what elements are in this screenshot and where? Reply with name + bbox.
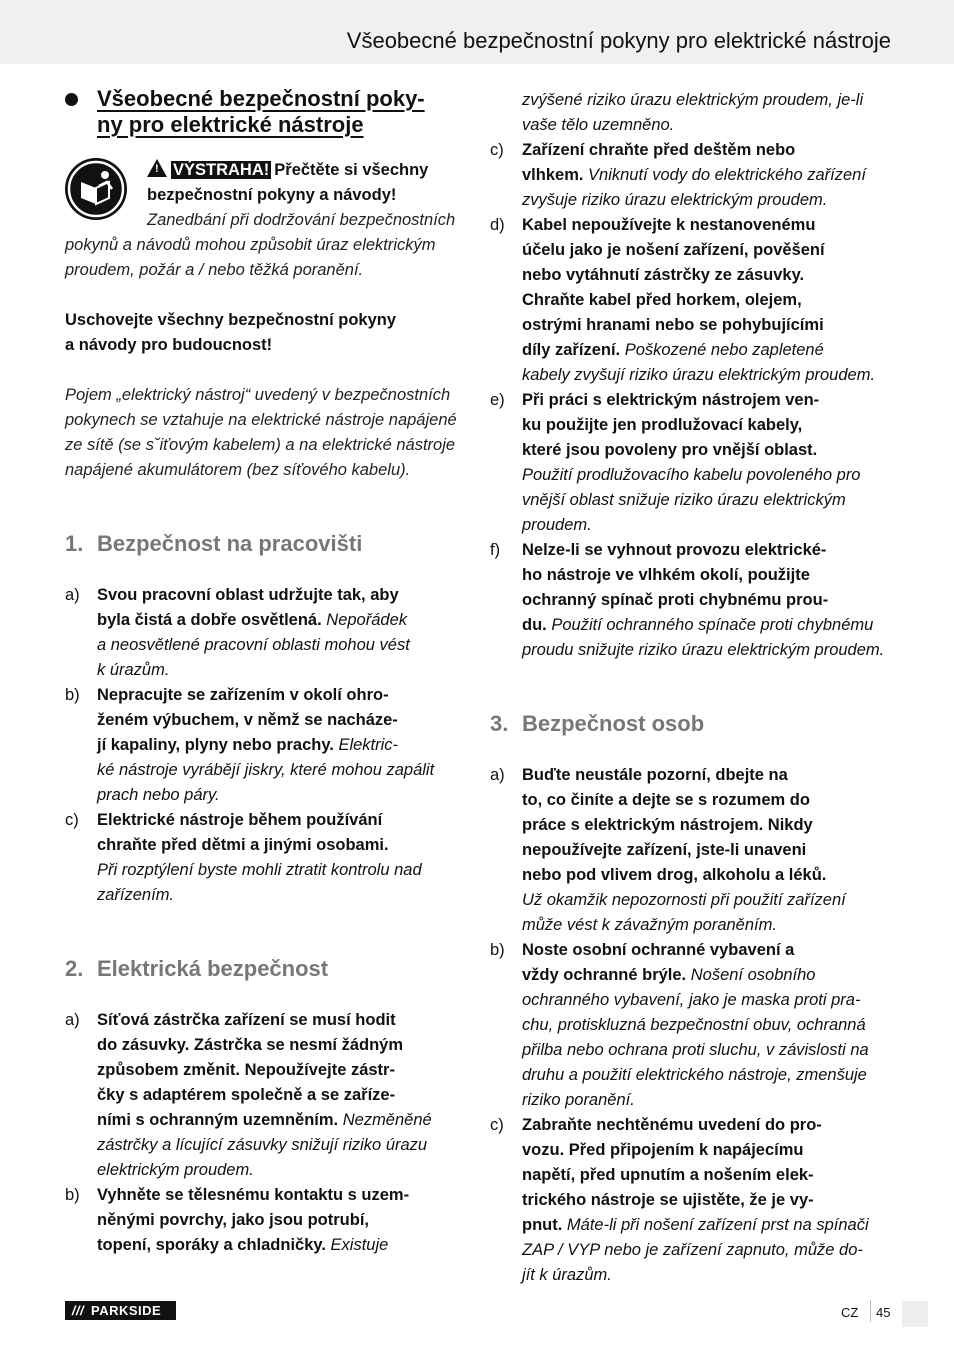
section1-item-b: b) Nepracujte se zařízením v okolí ohro- ženém výbuchem, v němž se nacháze- jí kapaliny, plyny nebo prachy. Elektric- ké nástroje vyrábějí jiskry, které mohou zapálit prach nebo páry. [65,686,435,804]
section2-item-b: b) Vyhněte se tělesnému kontaktu s uzem- něnými povrchy, jako jsou potrubí, topení, sporáky a chladničky. Existuje [65,1186,410,1254]
warning-badge: VÝSTRAHA! [173,161,270,179]
definition-text: Pojem „elektrický nástroj“ uvedený v bezpečnostních pokynech se vztahuje na elektrické nástroje napájené ze sítě (se s˘iťovým kabelem) a na elektrické nástroje napájené akumulátorem (bez síťového kabelu). [65,386,457,479]
footer-tab-marker [902,1301,928,1327]
left-column [65,84,465,1258]
section2-item-f: f) Nelze-li se vyhnout provozu elektrické- ho nástroje ve vlhkém okolí, použijte ochranný spínač proti chybnému prou- du. Použití ochranného spínače proti chybnému proudu snižujte riziko úrazu elektrickým proudem. [490,541,885,659]
main-heading-line2: ny pro elektrické nástroje [97,112,364,137]
page-header [0,0,954,64]
section3-heading: 3. Bezpečnost osob [490,711,705,736]
warning-italic-2: pokynů a návodů mohou způsobit úraz elektrickým [65,236,436,254]
section2-item-b-continued: zvýšené riziko úrazu elektrickým proudem, je-li vaše tělo uzemněno. [522,91,864,134]
section2-item-e: e) Při práci s elektrickým nástrojem ven- ku použijte jen prodlužovací kabely, které jsou povoleny pro vnější oblast. Použití prodlužovacího kabelu povoleného pro vnější oblast snižuje riziko úrazu elektrickým proudem. [490,391,861,534]
read-manual-icon [65,158,127,220]
warning-triangle-icon: ! [147,159,167,177]
warning-block [65,158,465,283]
section1-item-a: a) Svou pracovní oblast udržujte tak, aby byla čistá a dobře osvětlená. Nepořádek a neosvětlené pracovní oblasti mohou vést k úrazům. [65,586,410,679]
section2-item-d: d) Kabel nepoužívejte k nestanovenému účelu jako je nošení zařízení, pověšení nebo vytáhnutí zástrčky ze zásuvky. Chraňte kabel před horkem, olejem, ostrými hranami nebo se pohybujícími díly zařízení. Poškozené nebo zapletené kabely zvyšují riziko úrazu elektrickým proudem. [490,216,876,384]
parkside-logo: /// PARKSIDE [65,1301,176,1320]
section1-item-c: c) Elektrické nástroje během používání chraňte před dětmi a jinými osobami. Při rozptýlení byste mohli ztratit kontrolu nad zařízením. [65,811,422,904]
footer-language: CZ [841,1305,859,1320]
section3-item-a: a) Buďte neustále pozorní, dbejte na to, co činíte a dejte se s rozumem do práce s elektrickým nástrojem. Nikdy nepoužívejte zařízení, jste-li unaveni nebo pod vlivem drog, alkoholu a léků. Už okamžik nepozornosti při použití zařízení může vést k závažným poraněním. [490,766,846,934]
page-number: 45 [876,1305,891,1320]
section3-item-b: b) Noste osobní ochranné vybavení a vždy ochranné brýle. Nošení osobního ochranného vybavení, jako je maska proti pra- chu, protiskluzná bezpečnostní obuv, ochranná přilba nebo ochrana proti sluchu, v závislosti na druhu a použití elektrického nástroje, zmenšuje riziko poranění. [490,941,869,1109]
section2-heading: 2. Elektrická bezpečnost [65,956,329,981]
keep-notice: Uschovejte všechny bezpečnostní pokyny a návody pro budoucnost! [65,311,397,354]
right-column [490,88,892,1288]
warning-italic-3: proudem, požár a / nebo těžká poranění. [65,261,364,279]
section1-heading: 1. Bezpečnost na pracovišti [65,531,363,556]
section2-item-c: c) Zařízení chraňte před deštěm nebo vlhkem. Vniknutí vody do elektrického zařízení zvyšuje riziko úrazu elektrickým proudem. [490,141,866,209]
warning-italic-1: Zanedbání při dodržování bezpečnostních [147,211,456,229]
warning-bold-2: bezpečnostní pokyny a návody! [147,186,397,204]
main-heading [65,86,465,138]
bullet-icon [65,93,78,106]
footer-divider [870,1300,871,1322]
warning-bold-1: Přečtěte si všechny [274,161,429,179]
header-title: Všeobecné bezpečnostní pokyny pro elektrické nástroje [346,28,891,53]
section3-item-c: c) Zabraňte nechtěnému uvedení do pro- vozu. Před připojením k napájecímu napětí, před upnutím a nošením elek- trického nástroje se ujistěte, že je vy- pnut. Máte-li při nošení zařízení prst na spínači ZAP / VYP nebo je zařízení zapnuto, může do- jít k úrazům. [490,1116,869,1284]
main-heading-line1: Všeobecné bezpečnostní poky- [97,86,425,111]
section2-item-a: a) Síťová zástrčka zařízení se musí hodit do zásuvky. Zástrčka se nesmí žádným způsobem změnit. Nepoužívejte zástr- čky s adaptérem společně a se zaříze- ními s ochranným uzemněním. Nezměněné zástrčky a lícující zásuvky snižují riziko úrazu elektrickým proudem. [65,1011,432,1179]
